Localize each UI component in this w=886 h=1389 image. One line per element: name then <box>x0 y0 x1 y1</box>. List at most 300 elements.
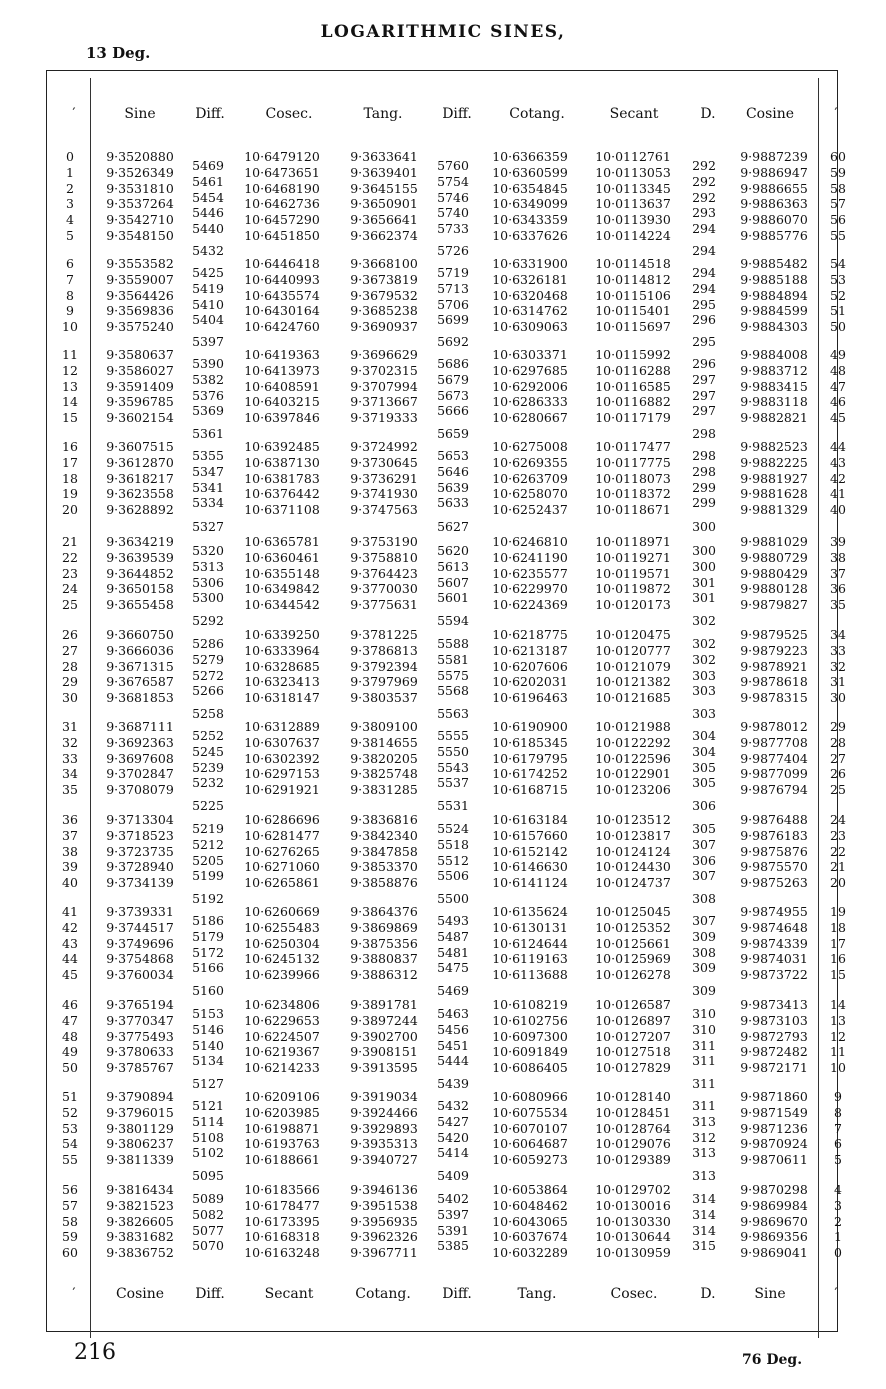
sine-value: 9·3655458 <box>106 597 174 613</box>
cosine-value: 9·9871860 <box>740 1089 808 1104</box>
secant-value: 10·0113637 <box>595 196 671 212</box>
diff-tang: 5646 <box>437 463 469 479</box>
sine-value: 9·3542710 <box>106 212 174 228</box>
cotang-value: 10·6224369 <box>492 597 568 613</box>
d-secant: 309 <box>692 960 716 976</box>
minute-left: 11 <box>62 347 78 362</box>
secant-value: 10·0118372 <box>595 486 671 502</box>
minute-right: 54 <box>830 256 846 271</box>
cosec-value: 10·6468190 <box>244 180 320 196</box>
tang-value: 9·3919034 <box>350 1089 418 1104</box>
tang-value: 9·3645155 <box>350 180 418 196</box>
sine-value: 9·3591409 <box>106 378 174 394</box>
minute-left: 31 <box>62 719 78 734</box>
d-secant: 307 <box>692 836 716 852</box>
cosine-value: 9·9882523 <box>740 439 808 454</box>
sine-value: 9·3580637 <box>106 347 174 362</box>
minute-right: 16 <box>830 951 846 967</box>
minute-left: 5 <box>66 228 74 243</box>
footer-cell: ′ <box>72 1286 76 1302</box>
cosine-value: 9·9883712 <box>740 362 808 378</box>
sine-value: 9·3718523 <box>106 827 174 843</box>
diff-sine: 5179 <box>192 928 224 944</box>
cotang-value: 10·6337626 <box>492 228 568 243</box>
secant-value: 10·0115697 <box>595 319 671 335</box>
cosine-value: 9·9878315 <box>740 690 808 706</box>
minute-left: 2 <box>66 180 74 196</box>
footer-cell: Diff. <box>442 1286 472 1302</box>
cosine-value: 9·9880128 <box>740 581 808 597</box>
minute-right: 2 <box>834 1213 842 1229</box>
sine-value: 9·3644852 <box>106 565 174 581</box>
tang-value: 9·3713667 <box>350 394 418 410</box>
d-secant: 292 <box>692 157 716 173</box>
diff-tang: 5673 <box>437 387 469 403</box>
minute-right: 11 <box>830 1044 846 1060</box>
minute-right: 42 <box>830 470 846 486</box>
sine-value: 9·3836752 <box>106 1245 174 1261</box>
minute-right: 41 <box>830 486 846 502</box>
minute-left: 30 <box>62 690 78 706</box>
secant-value: 10·0125969 <box>595 951 671 967</box>
footer-cell: Tang. <box>517 1286 557 1302</box>
diff-sine: 5313 <box>192 558 224 574</box>
sine-value: 9·3739331 <box>106 904 174 919</box>
diff-tang: 5414 <box>437 1145 469 1161</box>
diff-sine: 5245 <box>192 743 224 759</box>
minute-left: 36 <box>62 812 78 827</box>
sine-value: 9·3575240 <box>106 319 174 335</box>
cotang-value: 10·6086405 <box>492 1060 568 1076</box>
tang-value: 9·3668100 <box>350 256 418 271</box>
minute-left: 37 <box>62 827 78 843</box>
cosec-value: 10·6302392 <box>244 750 320 766</box>
tang-value: 9·3792394 <box>350 658 418 674</box>
cotang-value: 10·6331900 <box>492 256 568 271</box>
cosine-value: 9·9878012 <box>740 719 808 734</box>
diff-sine: 5300 <box>192 590 224 606</box>
cosec-value: 10·6214233 <box>244 1060 320 1076</box>
cosec-value: 10·6403215 <box>244 394 320 410</box>
d-secant: 295 <box>692 334 716 350</box>
cosec-value: 10·6265861 <box>244 875 320 891</box>
tang-value: 9·3864376 <box>350 904 418 919</box>
tang-value: 9·3781225 <box>350 627 418 642</box>
diff-tang: 5493 <box>437 912 469 928</box>
diff-sine: 5258 <box>192 705 224 721</box>
d-secant: 302 <box>692 651 716 667</box>
cotang-value: 10·6048462 <box>492 1197 568 1213</box>
cosec-value: 10·6349842 <box>244 581 320 597</box>
diff-tang: 5620 <box>437 542 469 558</box>
cotang-value: 10·6202031 <box>492 674 568 690</box>
diff-sine: 5212 <box>192 836 224 852</box>
d-secant: 306 <box>692 852 716 868</box>
cosec-value: 10·6271060 <box>244 859 320 875</box>
sine-value: 9·3687111 <box>106 719 174 734</box>
cosine-value: 9·9874339 <box>740 935 808 951</box>
cosec-value: 10·6307637 <box>244 734 320 750</box>
sine-value: 9·3826605 <box>106 1213 174 1229</box>
cosine-value: 9·9875876 <box>740 843 808 859</box>
diff-sine: 5127 <box>192 1075 224 1091</box>
diff-sine: 5397 <box>192 334 224 350</box>
footer-cell: ′ <box>834 1286 838 1302</box>
diff-tang: 5719 <box>437 264 469 280</box>
cotang-value: 10·6252437 <box>492 502 568 518</box>
sine-value: 9·3531810 <box>106 180 174 196</box>
d-secant: 313 <box>692 1168 716 1184</box>
cosine-value: 9·9886947 <box>740 164 808 180</box>
diff-tang: 5427 <box>437 1113 469 1129</box>
cotang-value: 10·6218775 <box>492 627 568 642</box>
cotang-value: 10·6366359 <box>492 149 568 164</box>
diff-sine: 5361 <box>192 425 224 441</box>
cosec-value: 10·6297153 <box>244 766 320 782</box>
cosec-value: 10·6173395 <box>244 1213 320 1229</box>
d-secant: 299 <box>692 495 716 511</box>
cosine-value: 9·9875570 <box>740 859 808 875</box>
cosec-value: 10·6457290 <box>244 212 320 228</box>
diff-tang: 5568 <box>437 683 469 699</box>
tang-value: 9·3924466 <box>350 1104 418 1120</box>
cotang-value: 10·6286333 <box>492 394 568 410</box>
cosine-value: 9·9869670 <box>740 1213 808 1229</box>
secant-value: 10·0119271 <box>595 549 671 565</box>
sine-value: 9·3765194 <box>106 997 174 1012</box>
diff-tang: 5512 <box>437 852 469 868</box>
page-title: LOGARITHMIC SINES, <box>320 22 566 42</box>
cosine-value: 9·9873722 <box>740 967 808 983</box>
cosine-value: 9·9881628 <box>740 486 808 502</box>
cosec-value: 10·6224507 <box>244 1028 320 1044</box>
minute-left: 58 <box>62 1213 78 1229</box>
cotang-value: 10·6146630 <box>492 859 568 875</box>
cosec-value: 10·6408591 <box>244 378 320 394</box>
diff-sine: 5382 <box>192 371 224 387</box>
diff-sine: 5292 <box>192 613 224 629</box>
minute-left: 56 <box>62 1182 78 1197</box>
secant-value: 10·0118971 <box>595 534 671 549</box>
sine-value: 9·3596785 <box>106 394 174 410</box>
diff-tang: 5679 <box>437 371 469 387</box>
diff-tang: 5733 <box>437 221 469 237</box>
cotang-value: 10·6349099 <box>492 196 568 212</box>
minute-right: 12 <box>830 1028 846 1044</box>
cotang-value: 10·6037674 <box>492 1229 568 1245</box>
minute-left: 59 <box>62 1229 78 1245</box>
diff-tang: 5481 <box>437 944 469 960</box>
diff-sine: 5425 <box>192 264 224 280</box>
sine-value: 9·3697608 <box>106 750 174 766</box>
cosec-value: 10·6479120 <box>244 149 320 164</box>
secant-value: 10·0122292 <box>595 734 671 750</box>
secant-value: 10·0127207 <box>595 1028 671 1044</box>
diff-sine: 5166 <box>192 960 224 976</box>
footer-cell: Cosine <box>115 1286 165 1302</box>
cosec-value: 10·6413973 <box>244 362 320 378</box>
secant-value: 10·0120475 <box>595 627 671 642</box>
diff-sine: 5272 <box>192 667 224 683</box>
sine-value: 9·3708079 <box>106 782 174 798</box>
secant-value: 10·0121988 <box>595 719 671 734</box>
cosine-value: 9·9879525 <box>740 627 808 642</box>
d-secant: 298 <box>692 425 716 441</box>
minute-left: 57 <box>62 1197 78 1213</box>
secant-value: 10·0122901 <box>595 766 671 782</box>
cosec-value: 10·6440993 <box>244 271 320 287</box>
minute-right: 17 <box>830 935 846 951</box>
secant-value: 10·0119872 <box>595 581 671 597</box>
tang-value: 9·3764423 <box>350 565 418 581</box>
minute-right: 26 <box>830 766 846 782</box>
minute-left: 34 <box>62 766 78 782</box>
minute-right: 0 <box>834 1245 842 1261</box>
minute-left: 40 <box>62 875 78 891</box>
sine-value: 9·3618217 <box>106 470 174 486</box>
sine-value: 9·3681853 <box>106 690 174 706</box>
minute-left: 52 <box>62 1104 78 1120</box>
cosec-value: 10·6245132 <box>244 951 320 967</box>
header-cell: D. <box>700 106 716 122</box>
cosec-value: 10·6376442 <box>244 486 320 502</box>
d-secant: 294 <box>692 280 716 296</box>
cotang-value: 10·6102756 <box>492 1012 568 1028</box>
minute-left: 48 <box>62 1028 78 1044</box>
minute-right: 13 <box>830 1012 846 1028</box>
cosec-value: 10·6397846 <box>244 410 320 426</box>
minute-left: 10 <box>62 319 78 335</box>
cosec-value: 10·6291921 <box>244 782 320 798</box>
minute-left: 43 <box>62 935 78 951</box>
cosec-value: 10·6371108 <box>244 502 320 518</box>
diff-sine: 5239 <box>192 759 224 775</box>
minute-right: 53 <box>830 271 846 287</box>
cosine-value: 9·9881329 <box>740 502 808 518</box>
diff-sine: 5134 <box>192 1053 224 1069</box>
tang-value: 9·3908151 <box>350 1044 418 1060</box>
minute-right: 27 <box>830 750 846 766</box>
sine-value: 9·3816434 <box>106 1182 174 1197</box>
secant-value: 10·0117179 <box>595 410 671 426</box>
secant-value: 10·0116882 <box>595 394 671 410</box>
diff-sine: 5219 <box>192 820 224 836</box>
secant-value: 10·0123512 <box>595 812 671 827</box>
cosine-value: 9·9884303 <box>740 319 808 335</box>
minute-left: 8 <box>66 287 74 303</box>
cosec-value: 10·6328685 <box>244 658 320 674</box>
diff-tang: 5439 <box>437 1075 469 1091</box>
cotang-value: 10·6135624 <box>492 904 568 919</box>
cosine-value: 9·9885188 <box>740 271 808 287</box>
diff-sine: 5279 <box>192 651 224 667</box>
header-cell: Secant <box>609 106 659 122</box>
minute-left: 39 <box>62 859 78 875</box>
d-secant: 309 <box>692 928 716 944</box>
diff-sine: 5341 <box>192 479 224 495</box>
diff-tang: 5713 <box>437 280 469 296</box>
minute-left: 50 <box>62 1060 78 1076</box>
cotang-value: 10·6246810 <box>492 534 568 549</box>
sine-value: 9·3702847 <box>106 766 174 782</box>
secant-value: 10·0121079 <box>595 658 671 674</box>
diff-tang: 5555 <box>437 727 469 743</box>
minute-right: 37 <box>830 565 846 581</box>
sine-value: 9·3569836 <box>106 303 174 319</box>
d-secant: 311 <box>692 1097 716 1113</box>
diff-tang: 5633 <box>437 495 469 511</box>
minute-right: 10 <box>830 1060 846 1076</box>
d-secant: 310 <box>692 1005 716 1021</box>
minute-left: 60 <box>62 1245 78 1261</box>
minute-left: 15 <box>62 410 78 426</box>
diff-tang: 5385 <box>437 1238 469 1254</box>
cosine-value: 9·9874955 <box>740 904 808 919</box>
cosec-value: 10·6260669 <box>244 904 320 919</box>
tang-value: 9·3886312 <box>350 967 418 983</box>
tang-value: 9·3929893 <box>350 1120 418 1136</box>
secant-value: 10·0117477 <box>595 439 671 454</box>
cosec-value: 10·6198871 <box>244 1120 320 1136</box>
cosine-value: 9·9885776 <box>740 228 808 243</box>
cosine-value: 9·9882225 <box>740 454 808 470</box>
d-secant: 302 <box>692 613 716 629</box>
cosine-value: 9·9886070 <box>740 212 808 228</box>
cotang-value: 10·6070107 <box>492 1120 568 1136</box>
d-secant: 303 <box>692 683 716 699</box>
d-secant: 304 <box>692 743 716 759</box>
cosec-value: 10·6229653 <box>244 1012 320 1028</box>
minute-right: 14 <box>830 997 846 1012</box>
d-secant: 297 <box>692 387 716 403</box>
secant-value: 10·0115106 <box>595 287 671 303</box>
sine-value: 9·3790894 <box>106 1089 174 1104</box>
minute-left: 17 <box>62 454 78 470</box>
minute-left: 54 <box>62 1136 78 1152</box>
diff-tang: 5659 <box>437 425 469 441</box>
minute-left: 14 <box>62 394 78 410</box>
minute-left: 32 <box>62 734 78 750</box>
minute-right: 23 <box>830 827 846 843</box>
tang-value: 9·3836816 <box>350 812 418 827</box>
tang-value: 9·3724992 <box>350 439 418 454</box>
diff-sine: 5469 <box>192 157 224 173</box>
d-secant: 294 <box>692 264 716 280</box>
cosine-value: 9·9872482 <box>740 1044 808 1060</box>
sine-value: 9·3586027 <box>106 362 174 378</box>
cosec-value: 10·6387130 <box>244 454 320 470</box>
diff-sine: 5404 <box>192 312 224 328</box>
cosec-value: 10·6219367 <box>244 1044 320 1060</box>
cotang-value: 10·6360599 <box>492 164 568 180</box>
diff-tang: 5456 <box>437 1021 469 1037</box>
cosec-value: 10·6435574 <box>244 287 320 303</box>
tang-value: 9·3770030 <box>350 581 418 597</box>
minute-right: 51 <box>830 303 846 319</box>
cotang-value: 10·6130131 <box>492 919 568 935</box>
diff-sine: 5232 <box>192 775 224 791</box>
tang-value: 9·3897244 <box>350 1012 418 1028</box>
secant-value: 10·0130959 <box>595 1245 671 1261</box>
sine-value: 9·3634219 <box>106 534 174 549</box>
cotang-value: 10·6043065 <box>492 1213 568 1229</box>
tang-value: 9·3962326 <box>350 1229 418 1245</box>
diff-tang: 5543 <box>437 759 469 775</box>
sine-value: 9·3754868 <box>106 951 174 967</box>
degree-top: 13 Deg. <box>86 44 151 62</box>
secant-value: 10·0116288 <box>595 362 671 378</box>
cosec-value: 10·6446418 <box>244 256 320 271</box>
minute-left: 9 <box>66 303 74 319</box>
diff-sine: 5327 <box>192 519 224 535</box>
cotang-value: 10·6213187 <box>492 642 568 658</box>
secant-value: 10·0119571 <box>595 565 671 581</box>
secant-value: 10·0124737 <box>595 875 671 891</box>
diff-tang: 5692 <box>437 334 469 350</box>
footer-cell: D. <box>700 1286 716 1302</box>
minute-right: 8 <box>834 1104 842 1120</box>
minute-right: 39 <box>830 534 846 549</box>
sine-value: 9·3811339 <box>106 1152 174 1168</box>
minute-left: 20 <box>62 502 78 518</box>
sine-value: 9·3564426 <box>106 287 174 303</box>
tang-value: 9·3753190 <box>350 534 418 549</box>
cotang-value: 10·6168715 <box>492 782 568 798</box>
tang-value: 9·3803537 <box>350 690 418 706</box>
minute-left: 51 <box>62 1089 78 1104</box>
footer-cell: Cosec. <box>610 1286 658 1302</box>
cosine-value: 9·9883415 <box>740 378 808 394</box>
minute-right: 33 <box>830 642 846 658</box>
minute-left: 29 <box>62 674 78 690</box>
sine-value: 9·3749696 <box>106 935 174 951</box>
minute-right: 59 <box>830 164 846 180</box>
diff-sine: 5102 <box>192 1145 224 1161</box>
d-secant: 308 <box>692 890 716 906</box>
secant-value: 10·0128764 <box>595 1120 671 1136</box>
secant-value: 10·0114812 <box>595 271 671 287</box>
cotang-value: 10·6196463 <box>492 690 568 706</box>
d-secant: 297 <box>692 403 716 419</box>
minute-right: 18 <box>830 919 846 935</box>
secant-value: 10·0113053 <box>595 164 671 180</box>
sine-value: 9·3821523 <box>106 1197 174 1213</box>
secant-value: 10·0130644 <box>595 1229 671 1245</box>
cosec-value: 10·6183566 <box>244 1182 320 1197</box>
tang-value: 9·3967711 <box>350 1245 418 1261</box>
cosec-value: 10·6462736 <box>244 196 320 212</box>
minute-left: 7 <box>66 271 74 287</box>
secant-value: 10·0130016 <box>595 1197 671 1213</box>
diff-sine: 5334 <box>192 495 224 511</box>
cosine-value: 9·9871236 <box>740 1120 808 1136</box>
cosine-value: 9·9879223 <box>740 642 808 658</box>
tang-value: 9·3946136 <box>350 1182 418 1197</box>
minute-right: 50 <box>830 319 846 335</box>
d-secant: 296 <box>692 355 716 371</box>
cosine-value: 9·9871549 <box>740 1104 808 1120</box>
cotang-value: 10·6080966 <box>492 1089 568 1104</box>
d-secant: 292 <box>692 173 716 189</box>
cosine-value: 9·9886655 <box>740 180 808 196</box>
cosec-value: 10·6163248 <box>244 1245 320 1261</box>
diff-sine: 5199 <box>192 868 224 884</box>
header-cell: ′ <box>72 106 76 122</box>
minute-left: 46 <box>62 997 78 1012</box>
sine-value: 9·3520880 <box>106 149 174 164</box>
d-secant: 294 <box>692 221 716 237</box>
cotang-value: 10·6229970 <box>492 581 568 597</box>
